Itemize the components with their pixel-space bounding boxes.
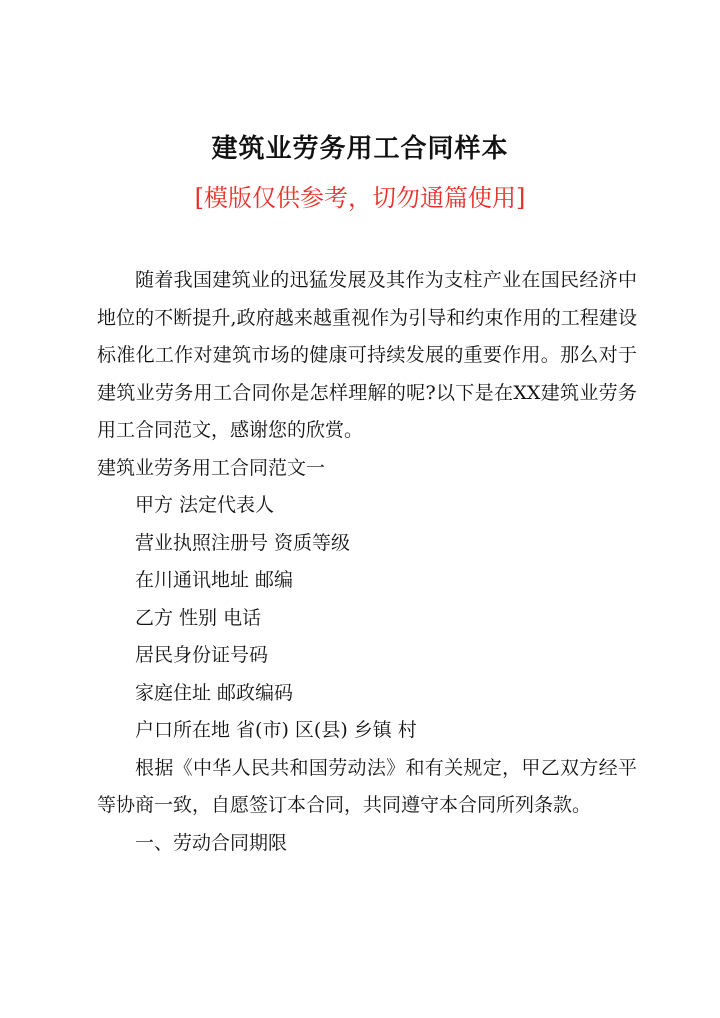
field-home-address: 家庭住址 邮政编码 bbox=[135, 681, 294, 704]
field-id-number: 居民身份证号码 bbox=[135, 644, 269, 666]
document-body bbox=[97, 262, 637, 862]
field-address: 在川通讯地址 邮编 bbox=[135, 569, 294, 591]
agreement-paragraph: 根据《中华人民共和国劳动法》和有关规定，甲乙双方经平等协商一致，自愿签订本合同，共同遵守本合同所列条款。 bbox=[97, 756, 637, 816]
document-title: 建筑业劳务用工合同样本 bbox=[211, 134, 509, 164]
section-heading: 建筑业劳务用工合同范文一 bbox=[97, 456, 326, 479]
intro-paragraph: 随着我国建筑业的迅猛发展及其作为支柱产业在国民经济中地位的不断提升,政府越来越重视作为引导和约束作用的工程建设标准化工作对建筑市场的健康可持续发展的重要作用。那么对于建筑业劳务用工合同你是怎样理解的呢?以下是在XX建筑业劳务用工合同范文，感谢您的欣赏。 bbox=[97, 269, 637, 441]
field-party-b: 乙方 性别 电话 bbox=[135, 606, 262, 629]
field-party-a: 甲方 法定代表人 bbox=[135, 494, 275, 516]
field-license: 营业执照注册号 资质等级 bbox=[135, 531, 351, 554]
field-household: 户口所在地 省(市) 区(县) 乡镇 村 bbox=[135, 719, 417, 741]
clause-heading: 一、劳动合同期限 bbox=[135, 831, 288, 854]
template-disclaimer: [模版仅供参考，切勿通篇使用] bbox=[194, 184, 526, 212]
